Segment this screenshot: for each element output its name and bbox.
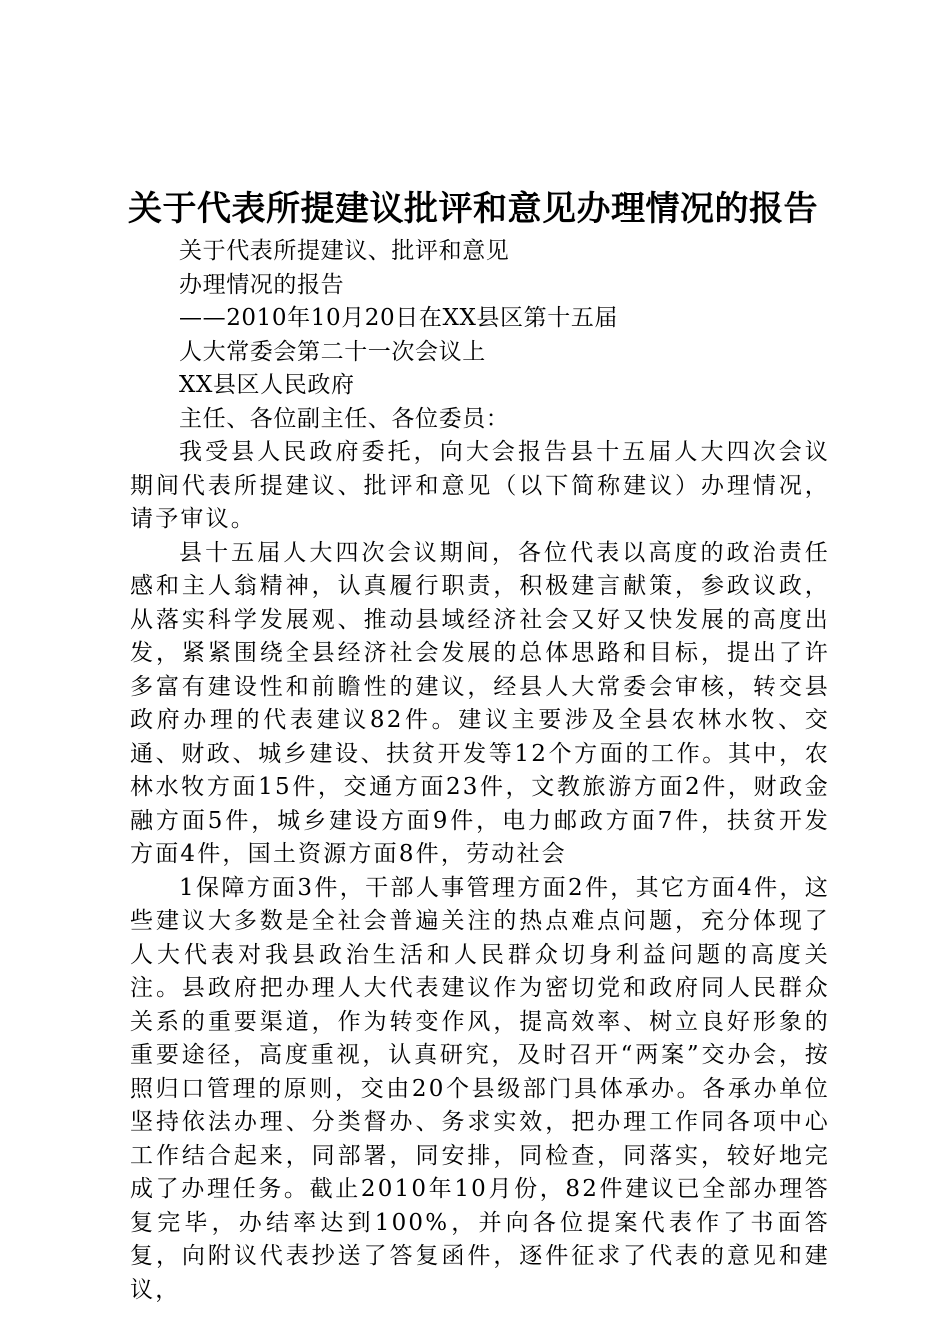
paragraph-overview: 县十五届人大四次会议期间，各位代表以高度的政治责任感和主人翁精神，认真履行职责，积极建言献策，参政议政，从落实科学发展观、推动县域经济社会又好又快发展的高度出发，紧紧围绕全县经济社会发展的总体思路和目标，提出了许多富有建设性和前瞻性的建议，经县人大常委会审核，转交县政府办理的代表建议82件。建议主要涉及全县农林水牧、交通、财政、城乡建设、扶贫开发等12个方面的工作。其中，农林水牧方面15件，交通方面23件，文教旅游方面2件，财政金融方面5件，城乡建设方面9件，电力邮政方面7件，扶贫开发方面4件，国土资源方面8件，劳动社会	[130, 539, 830, 867]
document-body	[130, 235, 830, 1307]
salutation: 主任、各位副主任、各位委员：	[179, 405, 510, 432]
paragraph-intro: 我受县人民政府委托，向大会报告县十五届人大四次会议期间代表所提建议、批评和意见（以下简称建议）办理情况，请予审议。	[130, 439, 830, 532]
header-line-subject: 关于代表所提建议、批评和意见	[179, 238, 510, 264]
header-line-government: XX县区人民政府	[179, 372, 355, 398]
header-line-report: 办理情况的报告	[179, 271, 345, 298]
header-line-date: ——2010年10月20日在XX县区第十五届	[179, 305, 619, 331]
header-line-meeting: 人大常委会第二十一次会议上	[179, 338, 486, 365]
document-title: 关于代表所提建议批评和意见办理情况的报告	[128, 189, 818, 229]
paragraph-handling: 1保障方面3件，干部人事管理方面2件，其它方面4件，这些建议大多数是全社会普遍关注的热点难点问题，充分体现了人大代表对我县政治生活和人民群众切身利益问题的高度关注。县政府把办理人大代表建议作为密切党和政府同人民群众关系的重要渠道，作为转变作风，提高效率、树立良好形象的重要途径，高度重视，认真研究，及时召开“两案”交办会，按照归口管理的原则，交由20个县级部门具体承办。各承办单位坚持依法办理、分类督办、务求实效，把办理工作同各项中心工作结合起来，同部署，同安排，同检查，同落实，较好地完成了办理任务。截止2010年10月份，82件建议已全部办理答复完毕，办结率达到100%，并向各位提案代表作了书面答复，向附议代表抄送了答复函件，逐件征求了代表的意见和建议，	[130, 874, 830, 1303]
